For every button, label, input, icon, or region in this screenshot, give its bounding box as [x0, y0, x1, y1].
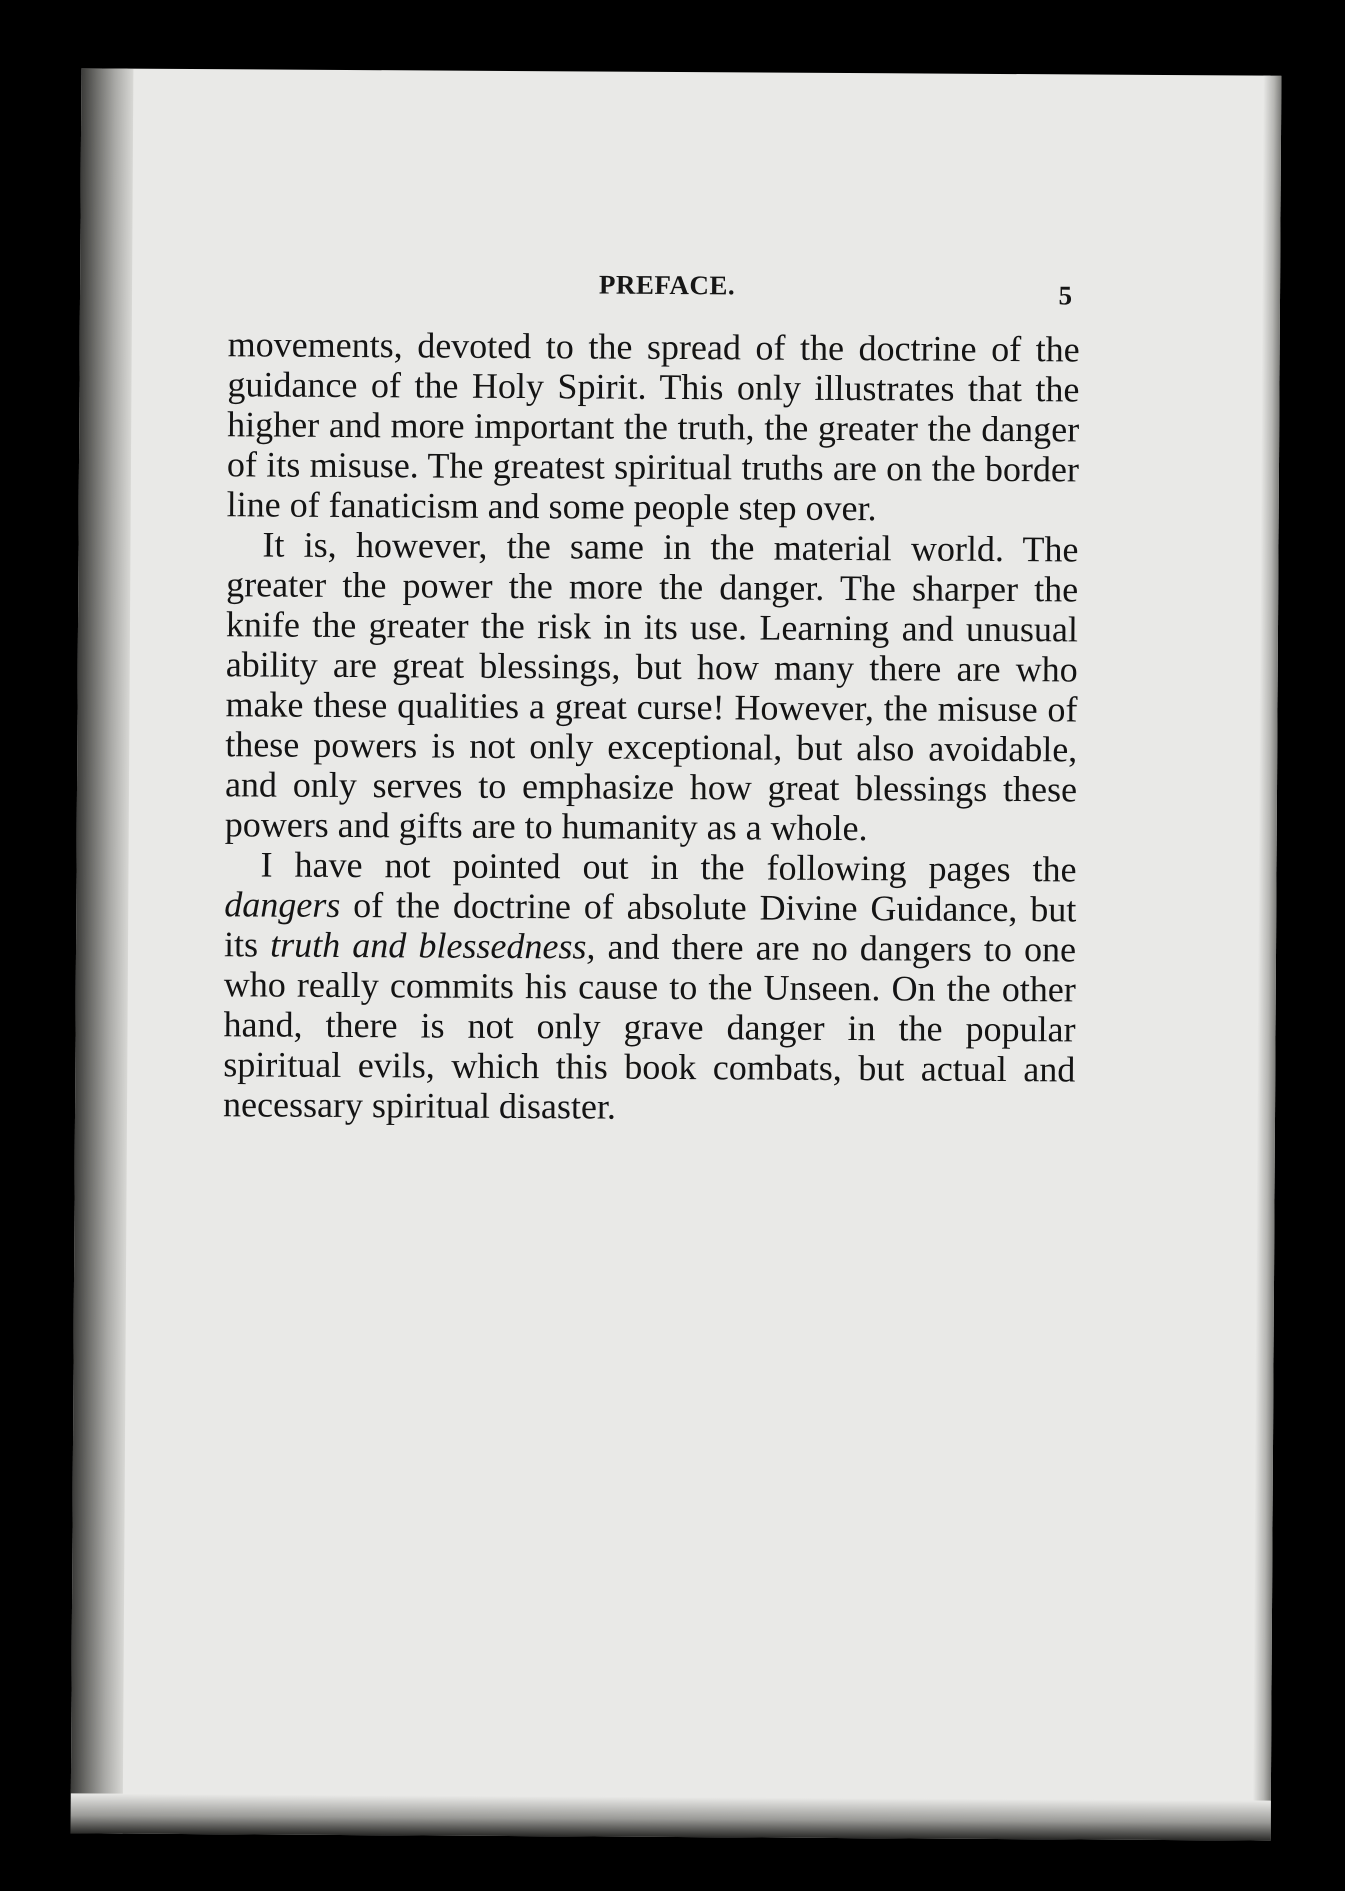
- paragraph-3: [223, 844, 1077, 1129]
- paragraph-3-text-3: and there are no dangers to one who really commits his cause to the Unseen. On the other hand, there is not only grave danger in the popular spiritual evils, which this book combats, but actual and necessary spiritual disaster.: [222, 926, 1077, 1127]
- page-binding-shadow: [71, 68, 134, 1833]
- paragraph-1: movements, devoted to the spread of the doctrine of the guidance of the Holy Spirit. This only illustrates that the higher and more important the truth, the greater the danger of its misuse. The greatest spiritual truths are on the border line of fanaticism and some people step over.: [226, 324, 1080, 529]
- body-text: [223, 324, 1080, 1129]
- page-number: 5: [1058, 280, 1073, 311]
- paragraph-2: It is, however, the same in the material world. The greater the power the more the danger. The sharper the knife the greater the risk in its use. Learning and unusual ability are great blessings, but how many there are who make these qualities a great curse! However, the misuse of these powers is not only exceptional, but also avoidable, and only serves to emphasize how great blessings these powers and gifts are to humanity as a whole.: [224, 524, 1079, 849]
- running-head-title: PREFACE.: [598, 269, 736, 301]
- page-right-edge: [1253, 76, 1282, 1841]
- page-bottom-edge: [71, 1793, 1271, 1840]
- paragraph-3-italic-dangers: dangers: [224, 884, 341, 925]
- paragraph-3-text-1: I have not pointed out in the following pages the: [260, 844, 1077, 890]
- running-head: [262, 267, 1072, 312]
- paragraph-3-text-2: of the doctrine of absolute Divine Guidance, but its: [223, 885, 1077, 965]
- paragraph-3-italic-truth: truth and blessedness,: [270, 924, 596, 967]
- book-page: [71, 68, 1282, 1840]
